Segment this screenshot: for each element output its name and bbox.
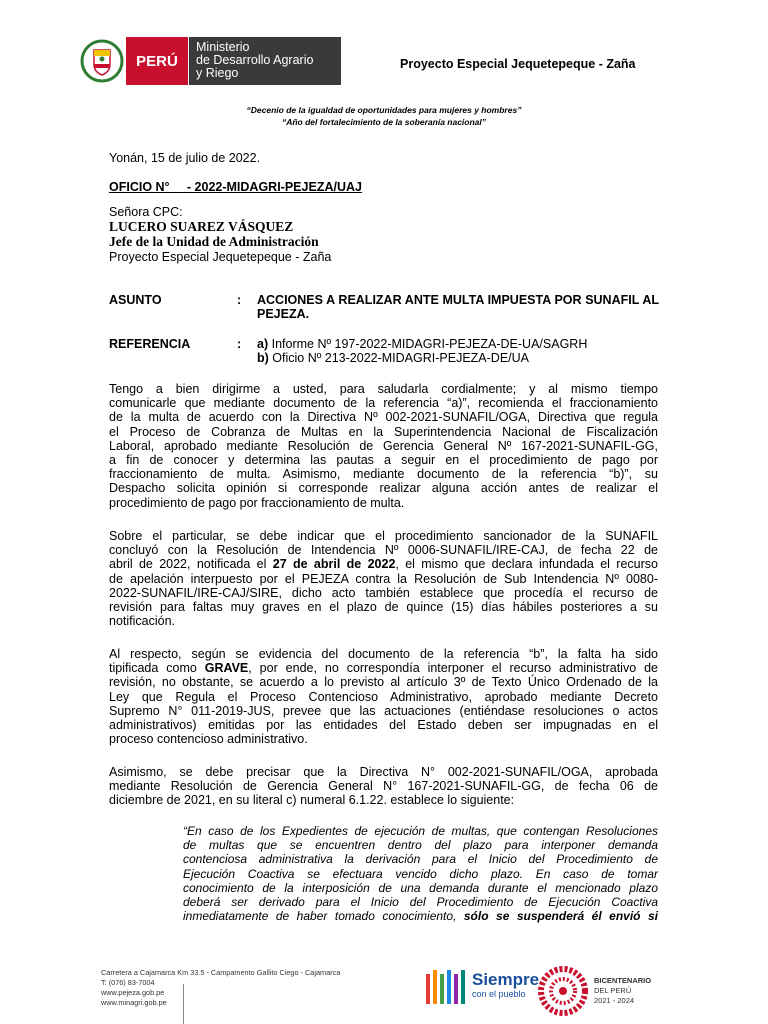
text-run: , el mismo que declara infundada el recurso <box>395 557 658 572</box>
footer-address <box>101 968 340 1008</box>
paragraph-line: revisión, no obstante, se acuerdo a lo previsto al artículo 3º de Texto Único Ordenado de la <box>109 675 658 690</box>
asunto-colon: : <box>237 293 242 307</box>
peru-label: PERÚ <box>126 37 189 85</box>
ministry-line: y Riego <box>196 66 239 80</box>
con-el-pueblo-text: con el pueblo <box>472 989 526 999</box>
website-link[interactable]: www.pejeza.gob.pe <box>101 988 165 997</box>
text-run: abril de 2022, notificada el <box>109 557 273 572</box>
paragraph-line: concluyó con la Resolución de Intendencia Nº 0006-SUNAFIL/IRE-CAJ, de fecha 22 de <box>109 543 658 558</box>
salutation: Señora CPC: <box>109 205 183 219</box>
paragraph-line: Despacho solicita opinión si corresponde realizar alguna acción antes de realizar el <box>109 481 658 496</box>
reference-b-letter: b) <box>257 351 269 365</box>
reference-b <box>257 351 529 365</box>
text-run: tipificada como <box>109 661 205 676</box>
years-text: 2021 - 2024 <box>594 996 635 1005</box>
project-title: Proyecto Especial Jequetepeque - Zaña <box>400 57 636 71</box>
paragraph-line: procedimiento de pago por fraccionamiento de multa. <box>109 495 405 510</box>
recipient-name: LUCERO SUAREZ VÁSQUEZ <box>109 219 294 234</box>
year-slogans <box>0 104 768 128</box>
paragraph-line: revisión para faltas muy graves en el plazo de quince (15) días hábiles posteriores a su <box>109 600 658 615</box>
paragraph-line: Al respecto, según se evidencia del documento de la referencia “b”, la falta ha sido <box>109 647 658 661</box>
text-run: , por ende, no correspondía interponer el recurso administrativo de <box>248 661 658 676</box>
coat-of-arms-icon <box>78 37 126 85</box>
quote-line <box>183 909 658 923</box>
paragraph-line: fraccionamiento de multa. Asimismo, mediante documento de la referencia “b)”, su <box>109 467 658 482</box>
del-peru-text: DEL PERÚ <box>594 986 632 995</box>
quote-line: conocimiento de la interposición de una demanda durante el mencionado plazo <box>183 880 658 895</box>
address-line: Carretera a Cajamarca Km 33.5 - Campamento Gallito Ciego - Cajamarca <box>101 968 341 977</box>
ministry-logo <box>78 37 341 85</box>
paragraph-line: el Proceso de Cobranza de Multas en la Superintendencia Nacional de Fiscalización <box>109 424 658 439</box>
paragraph-line: de apelación interpuesto por el PEJEZA contra la Resolución de Sub Intendencia Nº 0080- <box>109 571 658 586</box>
paragraph-line: administrativos) emitidas por las entidades del Estado deben ser impugnadas en el <box>109 718 658 733</box>
recipient-org: Proyecto Especial Jequetepeque - Zaña <box>109 250 332 264</box>
referencia-colon: : <box>237 337 242 351</box>
paragraph-line: diciembre de 2021, en su literal c) numeral 6.1.22. establece lo siguiente: <box>109 793 515 808</box>
text-run: inmediatamente de haber tomado conocimiento, <box>183 909 464 924</box>
siempre-con-el-pueblo-logo <box>424 968 539 1006</box>
quote-line: contenciosa administrativa la derivación para el Inicio del Procedimiento de <box>183 852 658 867</box>
paragraph-line: notificación. <box>109 614 176 629</box>
emphasis-date: 27 de abril de 2022 <box>272 557 396 572</box>
siempre-text: Siempre <box>472 970 540 989</box>
ministry-line: Ministerio <box>196 40 250 54</box>
bicentenario-text: BICENTENARIO <box>594 976 652 985</box>
paragraph-line: Sobre el particular, se debe indicar que el procedimiento sancionador de la SUNAFIL <box>109 529 658 543</box>
paragraph-line: 2022-SUNAFIL/IRE-CAJ/SIRE, dicho acto también establece que procedía el recurso de <box>109 585 658 600</box>
bicentenario-logo <box>538 966 651 1016</box>
paragraph-line: Tengo a bien dirigirme a usted, para saludarla cordialmente; y al mismo tiempo <box>109 382 658 396</box>
paragraph-2 <box>109 529 658 628</box>
reference-a-letter: a) <box>257 337 269 351</box>
paragraph-line: Ley que Regula el Proceso Contencioso Administrativo, aprobado mediante Decreto <box>109 689 658 704</box>
reference-a-text: Informe Nº 197-2022-MIDAGRI-PEJEZA-DE-UA/SAGRH <box>268 337 588 351</box>
phone-line: T: (076) 83-7004 <box>101 978 155 987</box>
quote-line: “En caso de los Expedientes de ejecución de multas, que contengan Resoluciones <box>183 824 658 838</box>
bicentenario-emblem-icon <box>538 966 588 1016</box>
paragraph-3 <box>109 647 658 746</box>
paragraph-line <box>109 557 658 571</box>
paragraph-line: Asimismo, se debe precisar que la Directiva N° 002-2021-SUNAFIL/OGA, aprobada <box>109 765 658 779</box>
paragraph-line: comunicarle que mediante documento de la referencia “a)”, recomienda el fraccionamiento <box>109 396 658 411</box>
reference-b-text: Oficio Nº 213-2022-MIDAGRI-PEJEZA-DE/UA <box>268 351 529 365</box>
directive-quote <box>183 824 658 923</box>
paragraph-line: proceso contencioso administrativo. <box>109 732 308 747</box>
decenio-slogan: “Decenio de la igualdad de oportunidades para mujeres y hombres” <box>246 105 522 115</box>
quote-line: deberá ser derivado para el Inicio del Procedimiento de Ejecución Coactiva <box>183 895 658 910</box>
paragraph-line: mediante Resolución de Gerencia General N° 167-2021-SUNAFIL-GG, de fecha 06 de <box>109 779 658 794</box>
paragraph-1 <box>109 382 658 510</box>
asunto-label: ASUNTO <box>109 293 162 307</box>
quote-line: de multas que se encuentren dentro del plazo para interponer demanda <box>183 838 658 853</box>
paragraph-line: a fin de conocer y determina las pautas a seguir en el procedimiento de pago por <box>109 453 658 468</box>
asunto-text: ACCIONES A REALIZAR ANTE MULTA IMPUESTA POR SUNAFIL AL PEJEZA. <box>257 293 659 321</box>
paragraph-line: Laboral, aprobado mediante Resolución de Gerencia General Nº 167-2021-SUNAFIL-GG, <box>109 438 658 453</box>
footer-divider <box>183 984 184 1024</box>
paragraph-line: Supremo N° 011-2019-JUS, prevee que las actuaciones (entiéndase resoluciones o actos <box>109 703 658 718</box>
anio-slogan: “Año del fortalecimiento de la soberanía nacional” <box>281 117 487 127</box>
paragraph-line <box>109 661 658 675</box>
letter-date: Yonán, 15 de julio de 2022. <box>109 151 261 165</box>
emphasis-suspend: sólo se suspenderá él envió si <box>463 909 658 924</box>
paragraph-line: de la multa de acuerdo con la Directiva Nº 002-2021-SUNAFIL/OGA, Directiva que regula <box>109 410 658 425</box>
ministry-name <box>189 37 341 85</box>
referencia-label: REFERENCIA <box>109 337 191 351</box>
ministry-line: de Desarrollo Agrario <box>196 53 314 67</box>
emphasis-grave: GRAVE <box>204 661 249 676</box>
recipient-title: Jefe de la Unidad de Administración <box>109 234 319 249</box>
paragraph-4 <box>109 765 658 808</box>
people-icon <box>424 968 468 1006</box>
oficio-number: OFICIO N° - 2022-MIDAGRI-PEJEZA/UAJ <box>109 180 362 194</box>
reference-a <box>257 337 587 351</box>
quote-line: Ejecución Coactiva se efectuara vencido dicho plazo. En caso de tomar <box>183 866 658 881</box>
website-link[interactable]: www.minagri.gob.pe <box>101 998 167 1007</box>
